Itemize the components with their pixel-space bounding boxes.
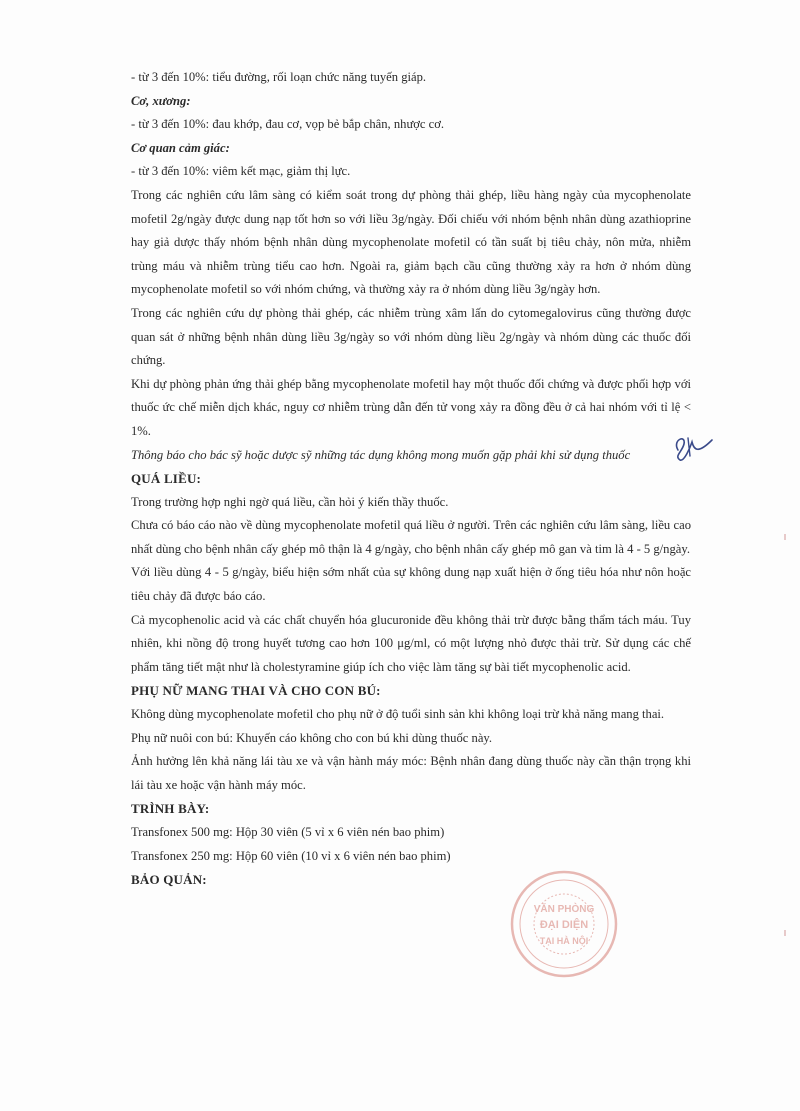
subheading-musculoskeletal: Cơ, xương:	[131, 93, 191, 108]
side-effect-sensory: - từ 3 đến 10%: viêm kết mạc, giảm thị lực.	[131, 164, 351, 179]
paragraph-cytomegalovirus: Trong các nghiên cứu dự phòng thải ghép, các nhiễm trùng xâm lấn do cytomegalovirus cũng thường được quan sát ở những bệnh nhân dùng liều 3g/ngày so với nhóm dùng liều 2g/ngày và nhóm dùng các thuốc đối chứng.	[131, 305, 691, 368]
heading-presentation: TRÌNH BÀY:	[131, 801, 210, 817]
side-effect-endocrine: - từ 3 đến 10%: tiểu đường, rối loạn chức năng tuyến giáp.	[131, 70, 427, 84]
heading-overdose: QUÁ LIỀU:	[131, 471, 202, 487]
heading-pregnancy: PHỤ NỮ MANG THAI VÀ CHO CON BÚ:	[131, 683, 381, 699]
margin-speck	[784, 930, 786, 936]
stamp-line-3: TẠI HÀ NỘI	[539, 936, 589, 946]
office-stamp	[508, 868, 620, 980]
paragraph-pregnancy: Không dùng mycophenolate mofetil cho phụ nữ ở độ tuổi sinh sản khi không loại trừ khả năng mang thai.	[131, 707, 665, 722]
presentation-250mg: Transfonex 250 mg: Hộp 60 viên (10 vỉ x 6 viên nén bao phim)	[131, 848, 451, 863]
paragraph-driving: Ảnh hưởng lên khả năng lái tàu xe và vận hành máy móc: Bệnh nhân đang dùng thuốc này cần thận trọng khi lái tàu xe hoặc vận hành máy móc.	[131, 754, 691, 792]
paragraph-dialysis: Cả mycophenolic acid và các chất chuyển hóa glucuronide đều không thải trừ được bằng thẩm tách máu. Tuy nhiên, khi nồng độ trong huyết tương cao hơn 100 μg/ml, có một lượng nhỏ được thải trừ. Sử dụng các chế phẩm tăng tiết mật như là cholestyramine giúp ích cho việc làm tăng sự bài tiết mycophenolic acid.	[131, 612, 691, 674]
paragraph-overdose-symptoms: Với liều dùng 4 - 5 g/ngày, biểu hiện sớm nhất của sự không dung nạp xuất hiện ở ống tiêu hóa như nôn hoặc tiêu chảy đã được báo cáo.	[131, 565, 691, 604]
margin-speck	[784, 534, 786, 540]
paragraph-clinical-trials: Trong các nghiên cứu lâm sàng có kiểm soát trong dự phòng thải ghép, liều hàng ngày của mycophenolate mofetil 2g/ngày được dung nạp tốt hơn so với liều 3g/ngày. Đối chiếu với nhóm bệnh nhân dùng azathioprine hay giả dược thấy nhóm bệnh nhân dùng mycophenolate mofetil có tần suất bị tiêu chảy, nôn mửa, nhiễm trùng máu và nhiễm trùng tiểu cao hơn. Ngoài ra, giảm bạch cầu cũng thường xảy ra hơn ở nhóm dùng mycophenolate mofetil so với nhóm chứng, và thường xảy ra ở nhóm dùng liều 3g/ngày hơn.	[131, 187, 691, 297]
paragraph-breastfeeding: Phụ nữ nuôi con bú: Khuyến cáo không cho con bú khi dùng thuốc này.	[131, 730, 493, 745]
side-effect-musculoskeletal: - từ 3 đến 10%: đau khớp, đau cơ, vọp bẻ bắp chân, nhược cơ.	[131, 117, 445, 132]
paragraph-overdose-advice: Trong trường hợp nghi ngờ quá liều, cần hỏi ý kiến thầy thuốc.	[131, 494, 449, 509]
presentation-500mg: Transfonex 500 mg: Hộp 30 viên (5 vỉ x 6 viên nén bao phim)	[131, 825, 445, 839]
notice-report-side-effects: Thông báo cho bác sỹ hoặc dược sỹ những tác dụng không mong muốn gặp phải khi sử dụng thuốc	[131, 447, 631, 462]
stamp-line-1: VĂN PHÒNG	[533, 904, 595, 915]
paragraph-infection-mortality: Khi dự phòng phản ứng thải ghép bằng mycophenolate mofetil hay một thuốc đối chứng và được phối hợp với thuốc ức chế miễn dịch khác, nguy cơ nhiễm trùng dẫn đến tử vong xảy ra đồng đều ở cả hai nhóm với tỉ lệ < 1%.	[131, 376, 691, 438]
stamp-line-2: ĐẠI DIỆN	[539, 919, 589, 931]
document-body	[131, 66, 691, 892]
heading-storage: BẢO QUẢN:	[131, 872, 207, 888]
paragraph-overdose-reports: Chưa có báo cáo nào về dùng mycophenolate mofetil quá liều ở người. Trên các nghiên cứu lâm sàng, liều cao nhất dùng cho bệnh nhân cấy ghép mô thận là 4 g/ngày, cho bệnh nhân cấy ghép mô gan và tim là 4 - 5 g/ngày.	[131, 518, 691, 556]
subheading-sensory: Cơ quan cảm giác:	[131, 140, 230, 155]
signature-mark	[668, 430, 718, 466]
